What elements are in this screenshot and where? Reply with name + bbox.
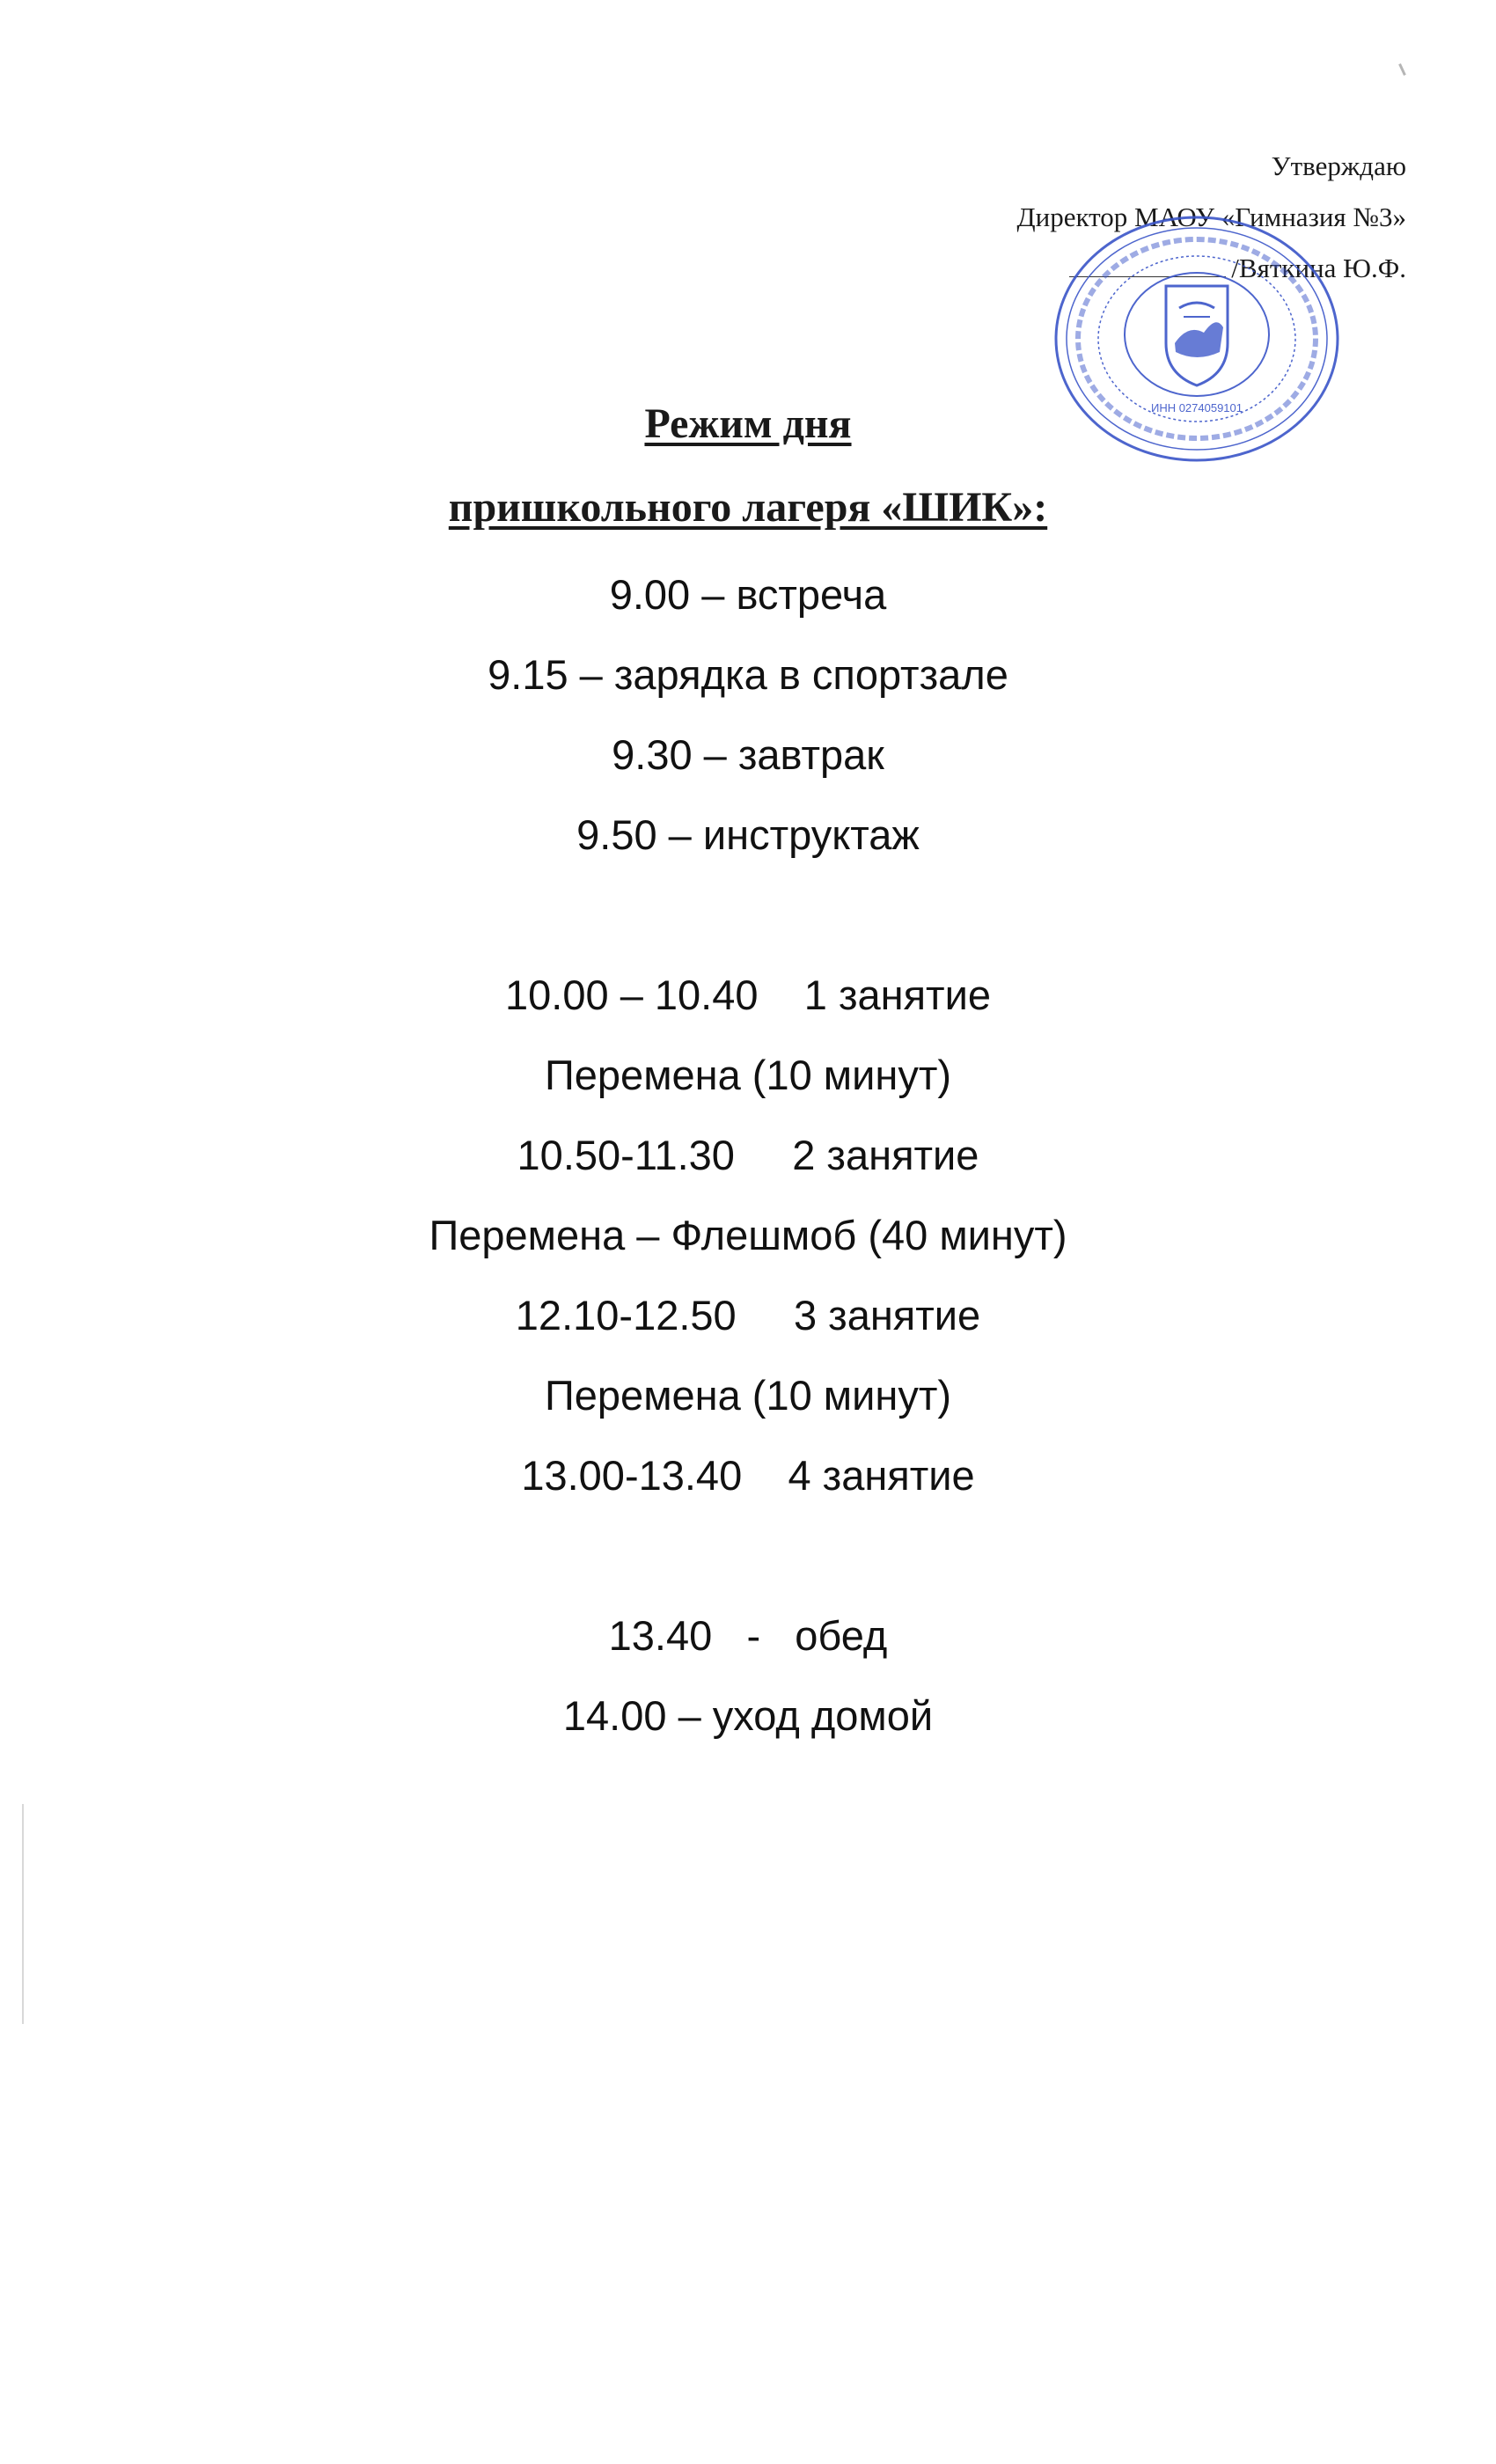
schedule-item: Перемена (10 минут) <box>545 1372 951 1419</box>
schedule-item: 10.50-11.30 2 занятие <box>517 1132 979 1178</box>
schedule-item: 12.10-12.50 3 занятие <box>515 1292 981 1338</box>
schedule-item: 9.15 – зарядка в спортзале <box>488 651 1008 698</box>
schedule-item: 10.00 – 10.40 1 занятие <box>505 972 991 1018</box>
schedule-item: Перемена – Флешмоб (40 минут) <box>429 1212 1067 1258</box>
scan-artifact <box>22 1804 24 2024</box>
director-position: Директор МАОУ «Гимназия №3» <box>1016 202 1406 232</box>
schedule-item: 13.00-13.40 4 занятие <box>521 1452 975 1499</box>
schedule-spacer <box>0 875 1496 955</box>
signatory-name: /Вяткина Ю.Ф. <box>1231 253 1406 283</box>
page-subtitle: пришкольного лагеря «ШИК»: <box>448 484 1048 531</box>
schedule-item: 9.00 – встреча <box>609 571 887 618</box>
schedule-item: 14.00 – уход домой <box>562 1692 934 1739</box>
schedule-spacer <box>0 1515 1496 1595</box>
schedule-item: 9.50 – инструктаж <box>576 811 920 858</box>
schedule-item: Перемена (10 минут) <box>545 1052 951 1098</box>
daily-schedule <box>0 554 1496 1756</box>
stamp-inn-text: ИНН 0274059101 <box>1150 401 1243 414</box>
schedule-item: 13.40 - обед <box>608 1612 888 1659</box>
stamp-emblem <box>1166 286 1228 385</box>
schedule-item: 9.30 – завтрак <box>612 731 884 778</box>
approved-label: Утверждаю <box>1271 150 1406 181</box>
page-title: Режим дня <box>644 400 852 447</box>
scan-artifact <box>1398 63 1406 76</box>
